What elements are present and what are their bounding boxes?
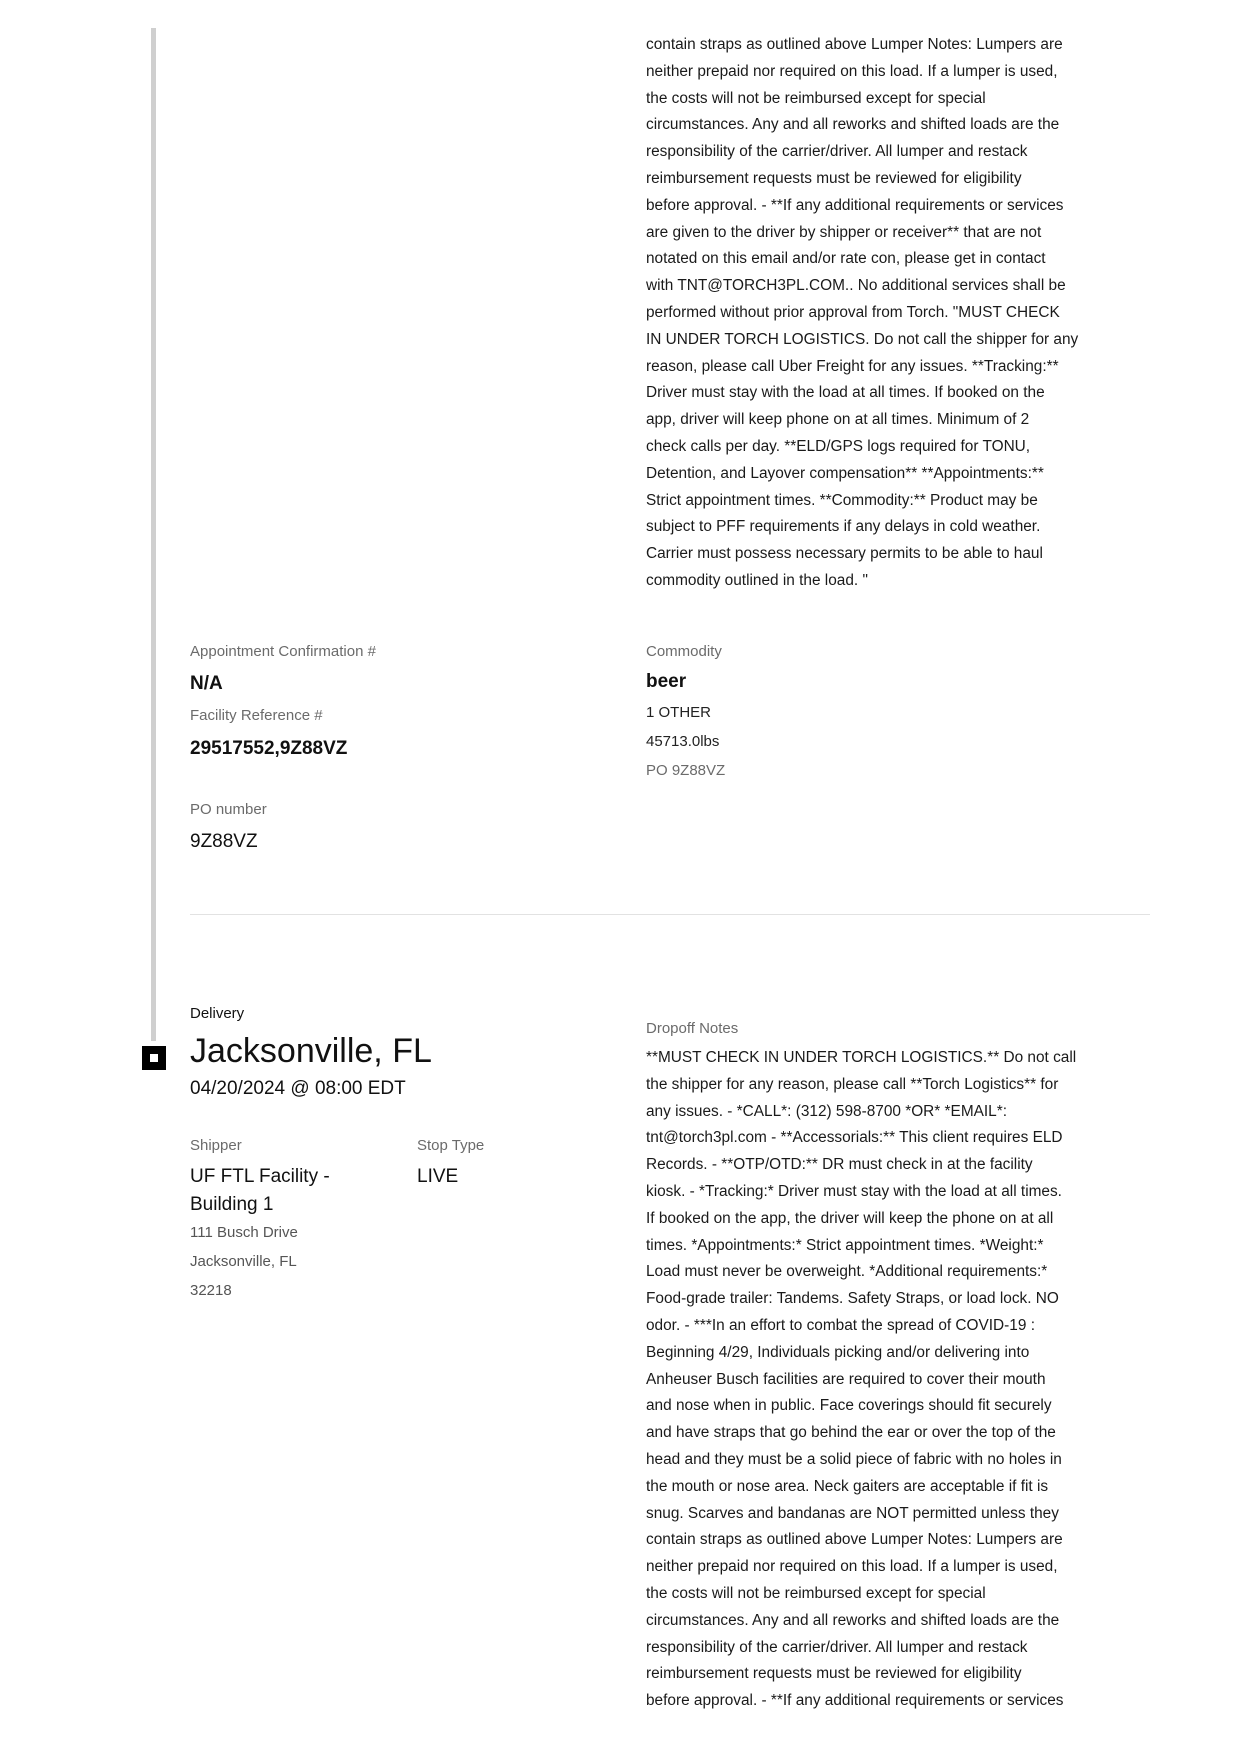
notes-line: times. *Appointments:* Strict appointment times. *Weight:* <box>646 1236 1044 1254</box>
notes-line: odor. - ***In an effort to combat the spread of COVID-19 : <box>646 1316 1035 1334</box>
notes-line: Detention, and Layover compensation** **Appointments:** <box>646 464 1044 482</box>
notes-line: **MUST CHECK IN UNDER TORCH LOGISTICS.** Do not call <box>646 1049 1077 1066</box>
appointment-confirmation-value: N/A <box>190 673 223 694</box>
dropoff-notes-text <box>646 1045 1104 1715</box>
facility-reference-value: 29517552,9Z88VZ <box>190 738 348 759</box>
commodity-weight: 45713.0lbs <box>646 733 720 750</box>
notes-line: are given to the driver by shipper or receiver** that are not <box>646 223 1042 241</box>
stop-type-value: LIVE <box>417 1166 459 1187</box>
notes-line: the costs will not be reimbursed except for special <box>646 89 986 107</box>
notes-line: snug. Scarves and bandanas are NOT permitted unless they <box>646 1504 1059 1522</box>
notes-line: Driver must stay with the load at all times. If booked on the <box>646 384 1045 402</box>
po-number-label: PO number <box>190 801 267 818</box>
po-number-value: 9Z88VZ <box>190 831 258 852</box>
dropoff-notes-label: Dropoff Notes <box>646 1020 739 1037</box>
notes-line: contain straps as outlined above Lumper Notes: Lumpers are <box>646 36 1063 53</box>
notes-line: any issues. - *CALL*: (312) 598-8700 *OR* *EMAIL*: <box>646 1102 1008 1120</box>
notes-line: responsibility of the carrier/driver. All lumper and restack <box>646 143 1028 161</box>
notes-line: head and they must be a solid piece of fabric with no holes in <box>646 1450 1062 1468</box>
notes-line: before approval. - **If any additional requirements or services <box>646 1692 1064 1710</box>
shipper-name-line2: Building 1 <box>190 1194 274 1215</box>
notes-line: neither prepaid nor required on this load. If a lumper is used, <box>646 62 1058 80</box>
notes-line: IN UNDER TORCH LOGISTICS. Do not call the shipper for any <box>646 330 1079 348</box>
delivery-kicker: Delivery <box>190 1005 245 1022</box>
notes-line: reimbursement requests must be reviewed for eligibility <box>646 1665 1022 1683</box>
notes-line: Carrier must possess necessary permits to be able to haul <box>646 545 1043 563</box>
notes-line: the mouth or nose area. Neck gaiters are acceptable if fit is <box>646 1477 1049 1495</box>
delivery-stop-marker-icon <box>142 1046 166 1070</box>
notes-line: reimbursement requests must be reviewed for eligibility <box>646 169 1022 187</box>
notes-line: Anheuser Busch facilities are required to cover their mouth <box>646 1370 1046 1388</box>
pickup-notes-text <box>646 32 1104 595</box>
notes-line: notated on this email and/or rate con, please get in contact <box>646 250 1046 268</box>
notes-line: Load must never be overweight. *Additional requirements:* <box>646 1263 1048 1281</box>
notes-line: commodity outlined in the load. " <box>646 571 868 589</box>
notes-line: app, driver will keep phone on at all times. Minimum of 2 <box>646 411 1030 429</box>
notes-line: before approval. - **If any additional requirements or services <box>646 196 1064 214</box>
delivery-city: Jacksonville, FL <box>190 1032 432 1070</box>
notes-line: circumstances. Any and all reworks and shifted loads are the <box>646 116 1060 134</box>
section-divider <box>190 914 1150 915</box>
notes-line: performed without prior approval from Torch. "MUST CHECK <box>646 303 1060 321</box>
notes-line: tnt@torch3pl.com - **Accessorials:** This client requires ELD <box>646 1129 1063 1147</box>
shipper-address-line3: 32218 <box>190 1282 232 1299</box>
notes-line: the shipper for any reason, please call **Torch Logistics** for <box>646 1075 1059 1093</box>
commodity-label: Commodity <box>646 643 722 660</box>
facility-reference-label: Facility Reference # <box>190 707 323 724</box>
notes-line: and have straps that go behind the ear or over the top of the <box>646 1424 1056 1442</box>
notes-line: and nose when in public. Face coverings should fit securely <box>646 1397 1052 1415</box>
notes-line: Strict appointment times. **Commodity:** Product may be <box>646 491 1038 509</box>
delivery-datetime: 04/20/2024 @ 08:00 EDT <box>190 1078 406 1099</box>
shipper-address-line2: Jacksonville, FL <box>190 1253 297 1270</box>
notes-line: kiosk. - *Tracking:* Driver must stay with the load at all times. <box>646 1182 1062 1200</box>
notes-line: the costs will not be reimbursed except for special <box>646 1584 986 1602</box>
commodity-quantity: 1 OTHER <box>646 704 712 721</box>
notes-line: circumstances. Any and all reworks and shifted loads are the <box>646 1611 1060 1629</box>
notes-line: with TNT@TORCH3PL.COM.. No additional services shall be <box>646 277 1066 295</box>
notes-line: responsibility of the carrier/driver. All lumper and restack <box>646 1638 1028 1656</box>
notes-line: subject to PFF requirements if any delays in cold weather. <box>646 518 1041 536</box>
shipper-label: Shipper <box>190 1137 242 1154</box>
stop-type-label: Stop Type <box>417 1137 485 1154</box>
notes-line: reason, please call Uber Freight for any issues. **Tracking:** <box>646 357 1059 375</box>
notes-line: neither prepaid nor required on this load. If a lumper is used, <box>646 1558 1058 1576</box>
notes-line: Beginning 4/29, Individuals picking and/or delivering into <box>646 1343 1030 1361</box>
notes-line: Food-grade trailer: Tandems. Safety Straps, or load lock. NO <box>646 1290 1059 1308</box>
stop-timeline-line <box>151 28 156 1041</box>
commodity-po: PO 9Z88VZ <box>646 762 726 779</box>
commodity-name: beer <box>646 671 687 692</box>
notes-line: check calls per day. **ELD/GPS logs required for TONU, <box>646 437 1031 455</box>
shipper-address-line1: 111 Busch Drive <box>190 1224 298 1241</box>
appointment-confirmation-label: Appointment Confirmation # <box>190 643 376 660</box>
notes-line: contain straps as outlined above Lumper Notes: Lumpers are <box>646 1531 1063 1549</box>
stop-marker-center <box>150 1054 158 1062</box>
notes-line: If booked on the app, the driver will keep the phone on at all <box>646 1209 1054 1227</box>
notes-line: Records. - **OTP/OTD:** DR must check in at the facility <box>646 1156 1033 1174</box>
shipper-name-line1: UF FTL Facility - <box>190 1166 330 1187</box>
